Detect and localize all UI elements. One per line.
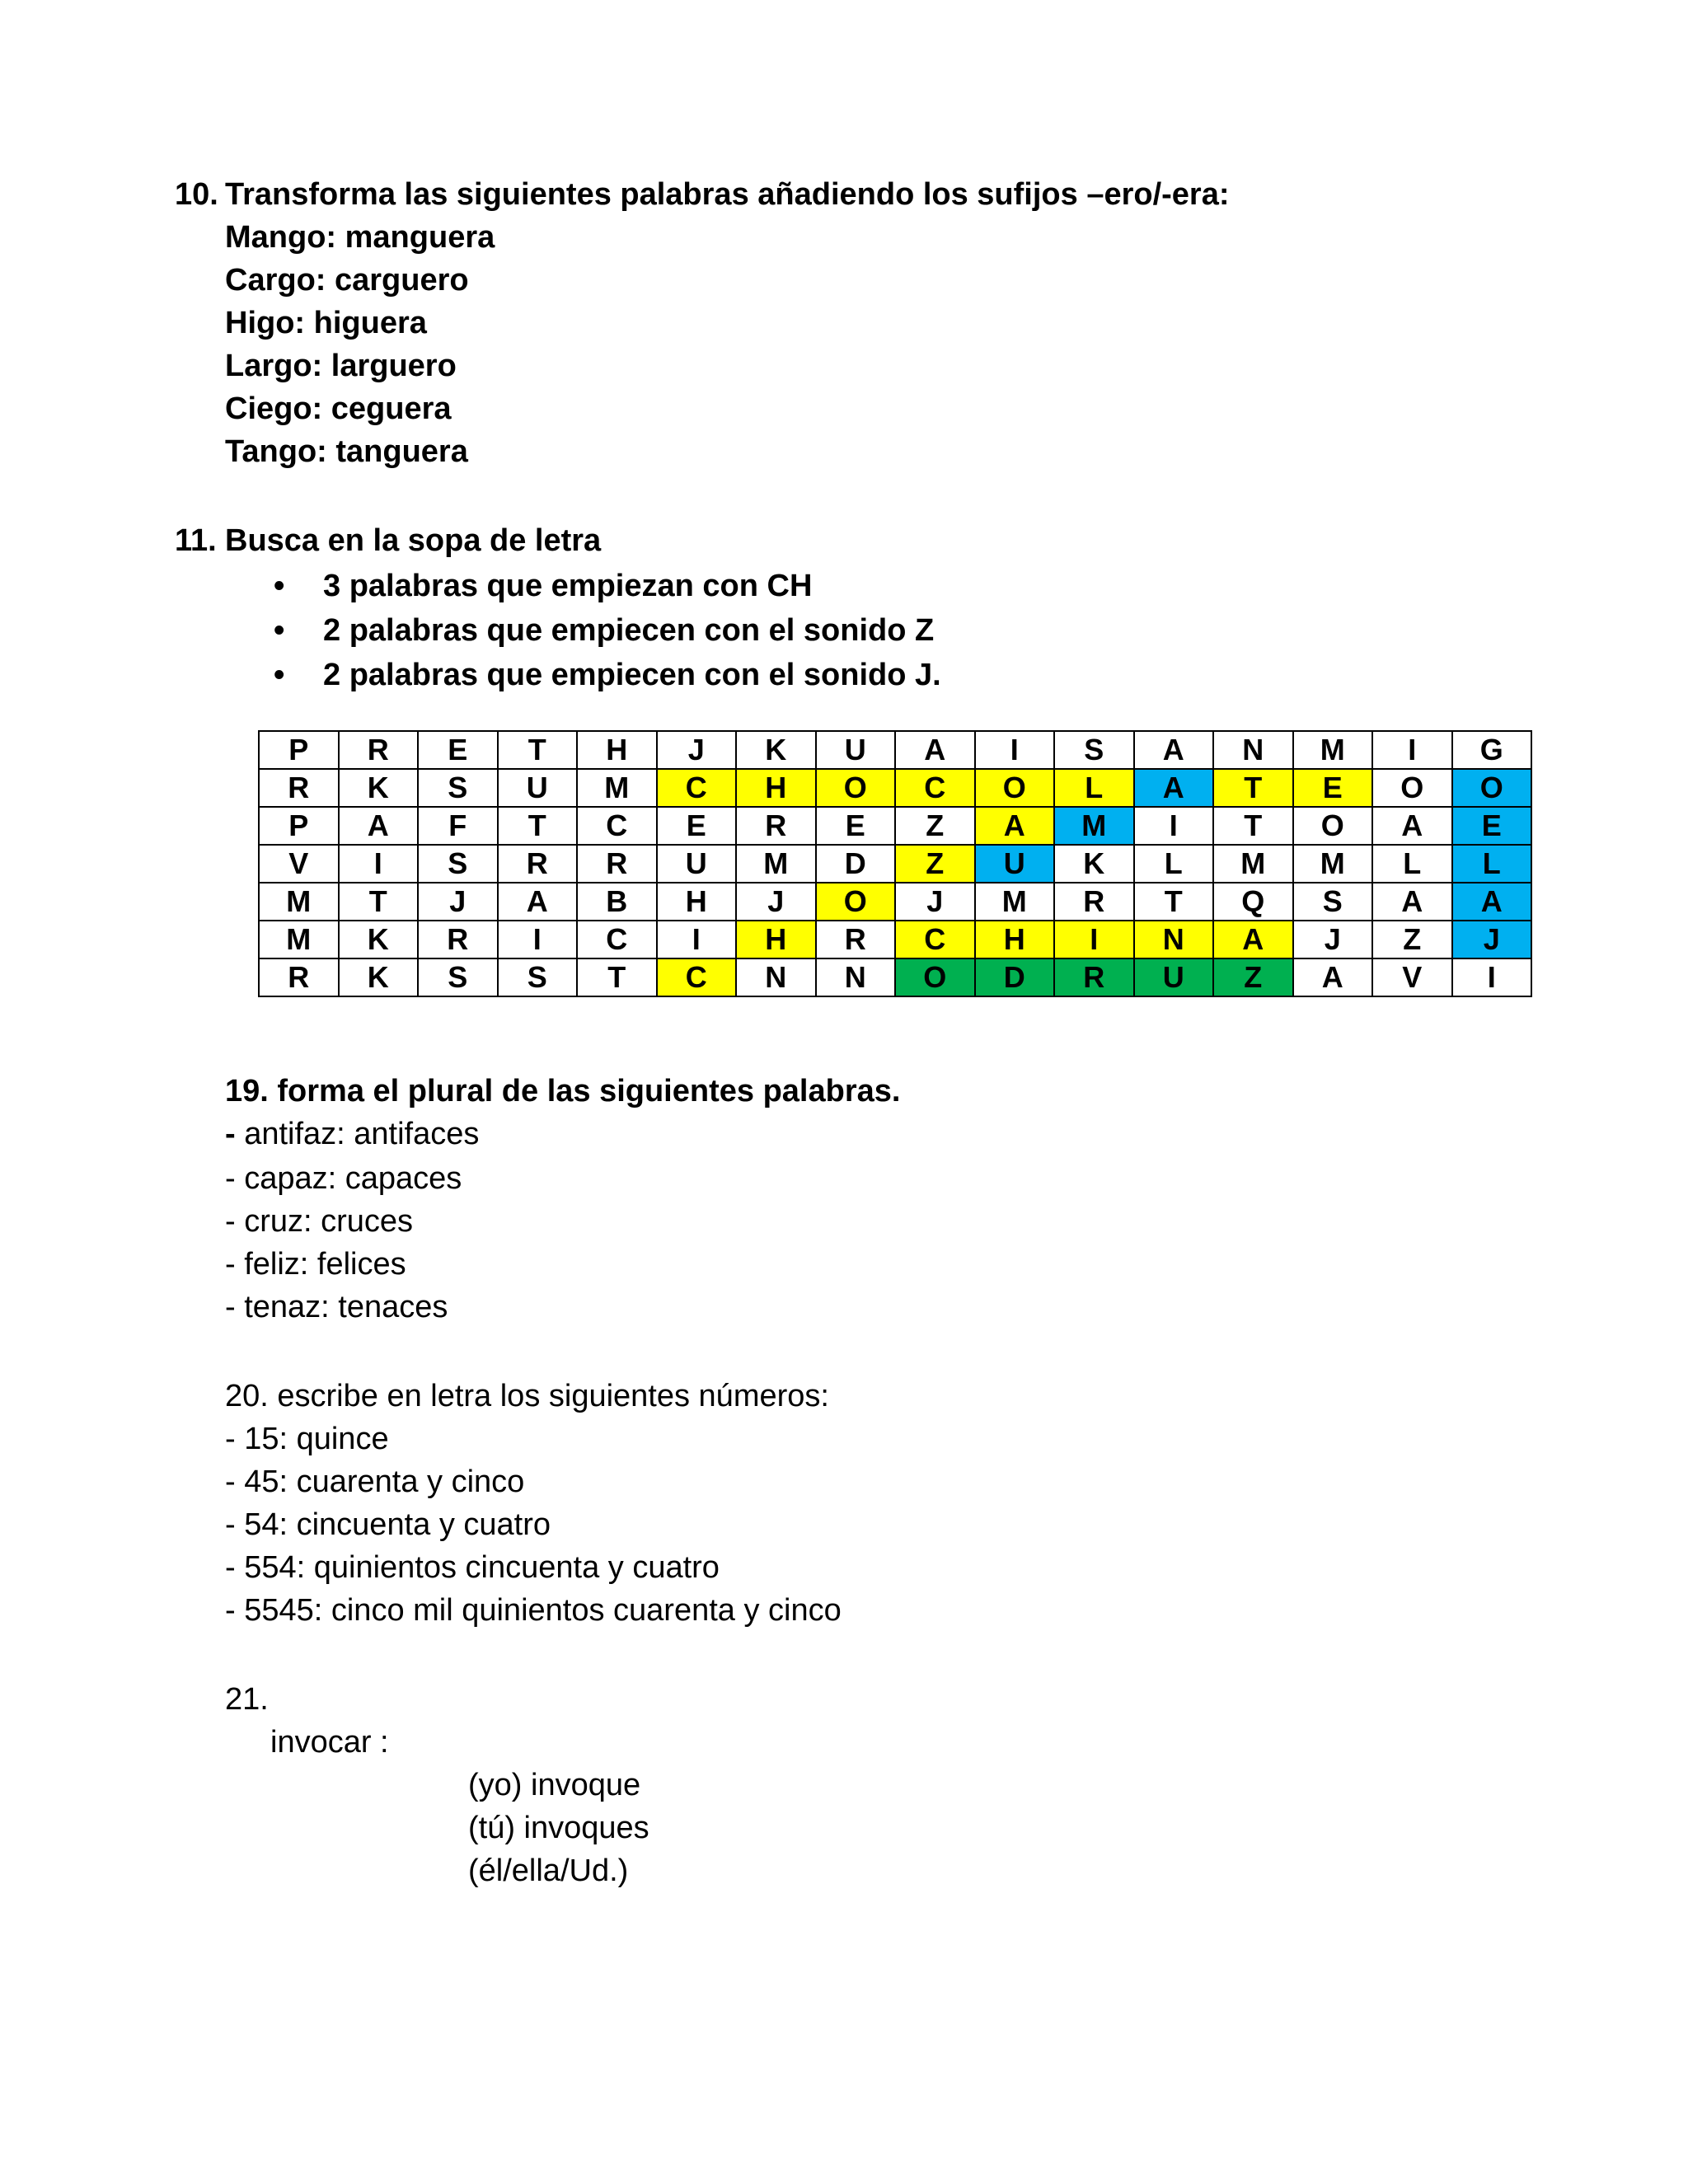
- grid-row: [259, 883, 1531, 921]
- section-19-item: - cruz: cruces: [225, 1204, 414, 1239]
- grid-cell: A: [1134, 731, 1214, 769]
- grid-cell: O: [1372, 769, 1452, 807]
- grid-cell: A: [1213, 921, 1293, 958]
- grid-cell: I: [1452, 958, 1532, 996]
- grid-cell: I: [1054, 921, 1134, 958]
- grid-row: [259, 769, 1531, 807]
- section-19-item: - capaz: capaces: [225, 1161, 462, 1196]
- grid-cell: T: [1213, 807, 1293, 845]
- grid-cell: K: [736, 731, 816, 769]
- grid-cell: C: [895, 769, 975, 807]
- grid-cell: K: [1054, 845, 1134, 883]
- grid-cell: M: [1293, 845, 1373, 883]
- grid-cell: D: [816, 845, 896, 883]
- grid-cell: S: [418, 958, 498, 996]
- grid-cell: O: [1293, 807, 1373, 845]
- bullet-text: 2 palabras que empiecen con el sonido Z: [323, 613, 935, 648]
- conjugation-form: (yo) invoque: [468, 1768, 641, 1802]
- section-21-verb: invocar :: [270, 1725, 389, 1760]
- grid-cell: M: [259, 921, 339, 958]
- grid-cell: M: [975, 883, 1055, 921]
- bullet-dot: •: [274, 613, 285, 648]
- grid-cell: I: [657, 921, 737, 958]
- grid-cell: A: [895, 731, 975, 769]
- grid-cell: N: [1134, 921, 1214, 958]
- grid-cell: O: [816, 769, 896, 807]
- grid-cell: R: [736, 807, 816, 845]
- grid-cell: E: [816, 807, 896, 845]
- grid-cell: S: [498, 958, 578, 996]
- grid-cell: O: [975, 769, 1055, 807]
- grid-cell: R: [577, 845, 657, 883]
- grid-row: [259, 921, 1531, 958]
- grid-cell: M: [1293, 731, 1373, 769]
- grid-cell: T: [1134, 883, 1214, 921]
- grid-cell: A: [1134, 769, 1214, 807]
- grid-cell: J: [418, 883, 498, 921]
- grid-cell: R: [418, 921, 498, 958]
- grid-cell: Z: [1372, 921, 1452, 958]
- grid-cell: L: [1134, 845, 1214, 883]
- grid-cell: P: [259, 807, 339, 845]
- grid-cell: M: [577, 769, 657, 807]
- grid-cell: O: [1452, 769, 1532, 807]
- grid-cell: T: [498, 807, 578, 845]
- grid-cell: H: [736, 921, 816, 958]
- grid-cell: H: [736, 769, 816, 807]
- section-10-item: Higo: higuera: [225, 306, 427, 340]
- grid-cell: U: [975, 845, 1055, 883]
- grid-cell: R: [259, 769, 339, 807]
- grid-cell: R: [498, 845, 578, 883]
- grid-cell: M: [736, 845, 816, 883]
- grid-cell: S: [1293, 883, 1373, 921]
- grid-cell: R: [259, 958, 339, 996]
- grid-cell: E: [418, 731, 498, 769]
- section-21-number: 21.: [225, 1682, 269, 1717]
- section-20-item: - 54: cincuenta y cuatro: [225, 1507, 551, 1542]
- grid-cell: J: [657, 731, 737, 769]
- section-10-title: Transforma las siguientes palabras añadiendo los sufijos –ero/-era:: [225, 177, 1230, 212]
- grid-cell: A: [1372, 807, 1452, 845]
- grid-cell: M: [259, 883, 339, 921]
- section-10-item: Mango: manguera: [225, 220, 495, 255]
- grid-cell: R: [1054, 883, 1134, 921]
- grid-cell: T: [339, 883, 419, 921]
- section-10-item: Tango: tanguera: [225, 434, 468, 469]
- conjugation-form: (tú) invoques: [468, 1811, 649, 1845]
- section-19-item: - tenaz: tenaces: [225, 1290, 448, 1324]
- grid-cell: K: [339, 769, 419, 807]
- grid-cell: U: [657, 845, 737, 883]
- grid-cell: U: [498, 769, 578, 807]
- grid-cell: I: [339, 845, 419, 883]
- grid-cell: N: [736, 958, 816, 996]
- grid-cell: T: [1213, 769, 1293, 807]
- grid-cell: N: [816, 958, 896, 996]
- bullet-text: 3 palabras que empiezan con CH: [323, 569, 813, 603]
- grid-cell: C: [577, 921, 657, 958]
- grid-cell: T: [498, 731, 578, 769]
- grid-cell: I: [498, 921, 578, 958]
- grid-cell: C: [895, 921, 975, 958]
- grid-cell: G: [1452, 731, 1532, 769]
- grid-cell: Q: [1213, 883, 1293, 921]
- grid-cell: Z: [1213, 958, 1293, 996]
- grid-cell: N: [1213, 731, 1293, 769]
- grid-cell: D: [975, 958, 1055, 996]
- bullet-text: 2 palabras que empiecen con el sonido J.: [323, 658, 941, 692]
- section-20-title: 20. escribe en letra los siguientes números:: [225, 1379, 829, 1413]
- grid-cell: C: [657, 958, 737, 996]
- grid-cell: A: [1372, 883, 1452, 921]
- grid-cell: A: [1293, 958, 1373, 996]
- grid-cell: A: [498, 883, 578, 921]
- grid-cell: A: [339, 807, 419, 845]
- grid-cell: H: [975, 921, 1055, 958]
- grid-cell: O: [816, 883, 896, 921]
- conjugation-form: (él/ella/Ud.): [468, 1854, 629, 1888]
- grid-cell: I: [1134, 807, 1214, 845]
- section-11-number: 11.: [175, 523, 217, 558]
- grid-cell: K: [339, 958, 419, 996]
- grid-row: [259, 845, 1531, 883]
- grid-cell: L: [1054, 769, 1134, 807]
- grid-cell: R: [1054, 958, 1134, 996]
- grid-cell: U: [816, 731, 896, 769]
- grid-cell: O: [895, 958, 975, 996]
- grid-cell: Z: [895, 845, 975, 883]
- grid-cell: C: [577, 807, 657, 845]
- section-20-item: - 5545: cinco mil quinientos cuarenta y cinco: [225, 1593, 842, 1628]
- grid-cell: V: [1372, 958, 1452, 996]
- grid-cell: U: [1134, 958, 1214, 996]
- grid-cell: M: [1054, 807, 1134, 845]
- bullet-dot: •: [274, 658, 285, 692]
- grid-cell: C: [657, 769, 737, 807]
- section-19-title: 19. forma el plural de las siguientes palabras.: [225, 1074, 901, 1108]
- section-20-item: - 15: quince: [225, 1422, 389, 1456]
- grid-cell: J: [736, 883, 816, 921]
- section-10-item: Cargo: carguero: [225, 263, 469, 298]
- section-19-item: [225, 1113, 479, 1155]
- grid-cell: M: [1213, 845, 1293, 883]
- grid-row: [259, 731, 1531, 769]
- grid-cell: V: [259, 845, 339, 883]
- grid-cell: A: [1452, 883, 1532, 921]
- grid-cell: I: [1372, 731, 1452, 769]
- bullet-dot: •: [274, 569, 285, 603]
- grid-cell: T: [577, 958, 657, 996]
- grid-cell: E: [657, 807, 737, 845]
- grid-cell: H: [657, 883, 737, 921]
- grid-cell: Z: [895, 807, 975, 845]
- word-search-grid: [258, 730, 1532, 997]
- grid-cell: J: [895, 883, 975, 921]
- grid-cell: E: [1293, 769, 1373, 807]
- grid-cell: E: [1452, 807, 1532, 845]
- grid-cell: H: [577, 731, 657, 769]
- grid-cell: S: [1054, 731, 1134, 769]
- grid-cell: F: [418, 807, 498, 845]
- section-20-item: - 554: quinientos cincuenta y cuatro: [225, 1550, 720, 1585]
- section-19-dash: -: [225, 1117, 245, 1151]
- grid-row: [259, 807, 1531, 845]
- section-19-item-text: antifaz: antifaces: [244, 1117, 480, 1151]
- grid-row: [259, 958, 1531, 996]
- grid-cell: R: [816, 921, 896, 958]
- section-19-item: - feliz: felices: [225, 1247, 406, 1282]
- section-10-item: Ciego: ceguera: [225, 391, 452, 426]
- grid-cell: J: [1293, 921, 1373, 958]
- grid-cell: B: [577, 883, 657, 921]
- grid-cell: J: [1452, 921, 1532, 958]
- grid-cell: I: [975, 731, 1055, 769]
- grid-cell: R: [339, 731, 419, 769]
- grid-cell: L: [1372, 845, 1452, 883]
- grid-cell: S: [418, 845, 498, 883]
- grid-cell: A: [975, 807, 1055, 845]
- section-20-item: - 45: cuarenta y cinco: [225, 1465, 525, 1499]
- grid-cell: S: [418, 769, 498, 807]
- grid-cell: P: [259, 731, 339, 769]
- section-11-title: Busca en la sopa de letra: [225, 523, 602, 558]
- section-10-item: Largo: larguero: [225, 349, 457, 383]
- grid-cell: K: [339, 921, 419, 958]
- grid-cell: L: [1452, 845, 1532, 883]
- section-10-number: 10.: [175, 177, 218, 212]
